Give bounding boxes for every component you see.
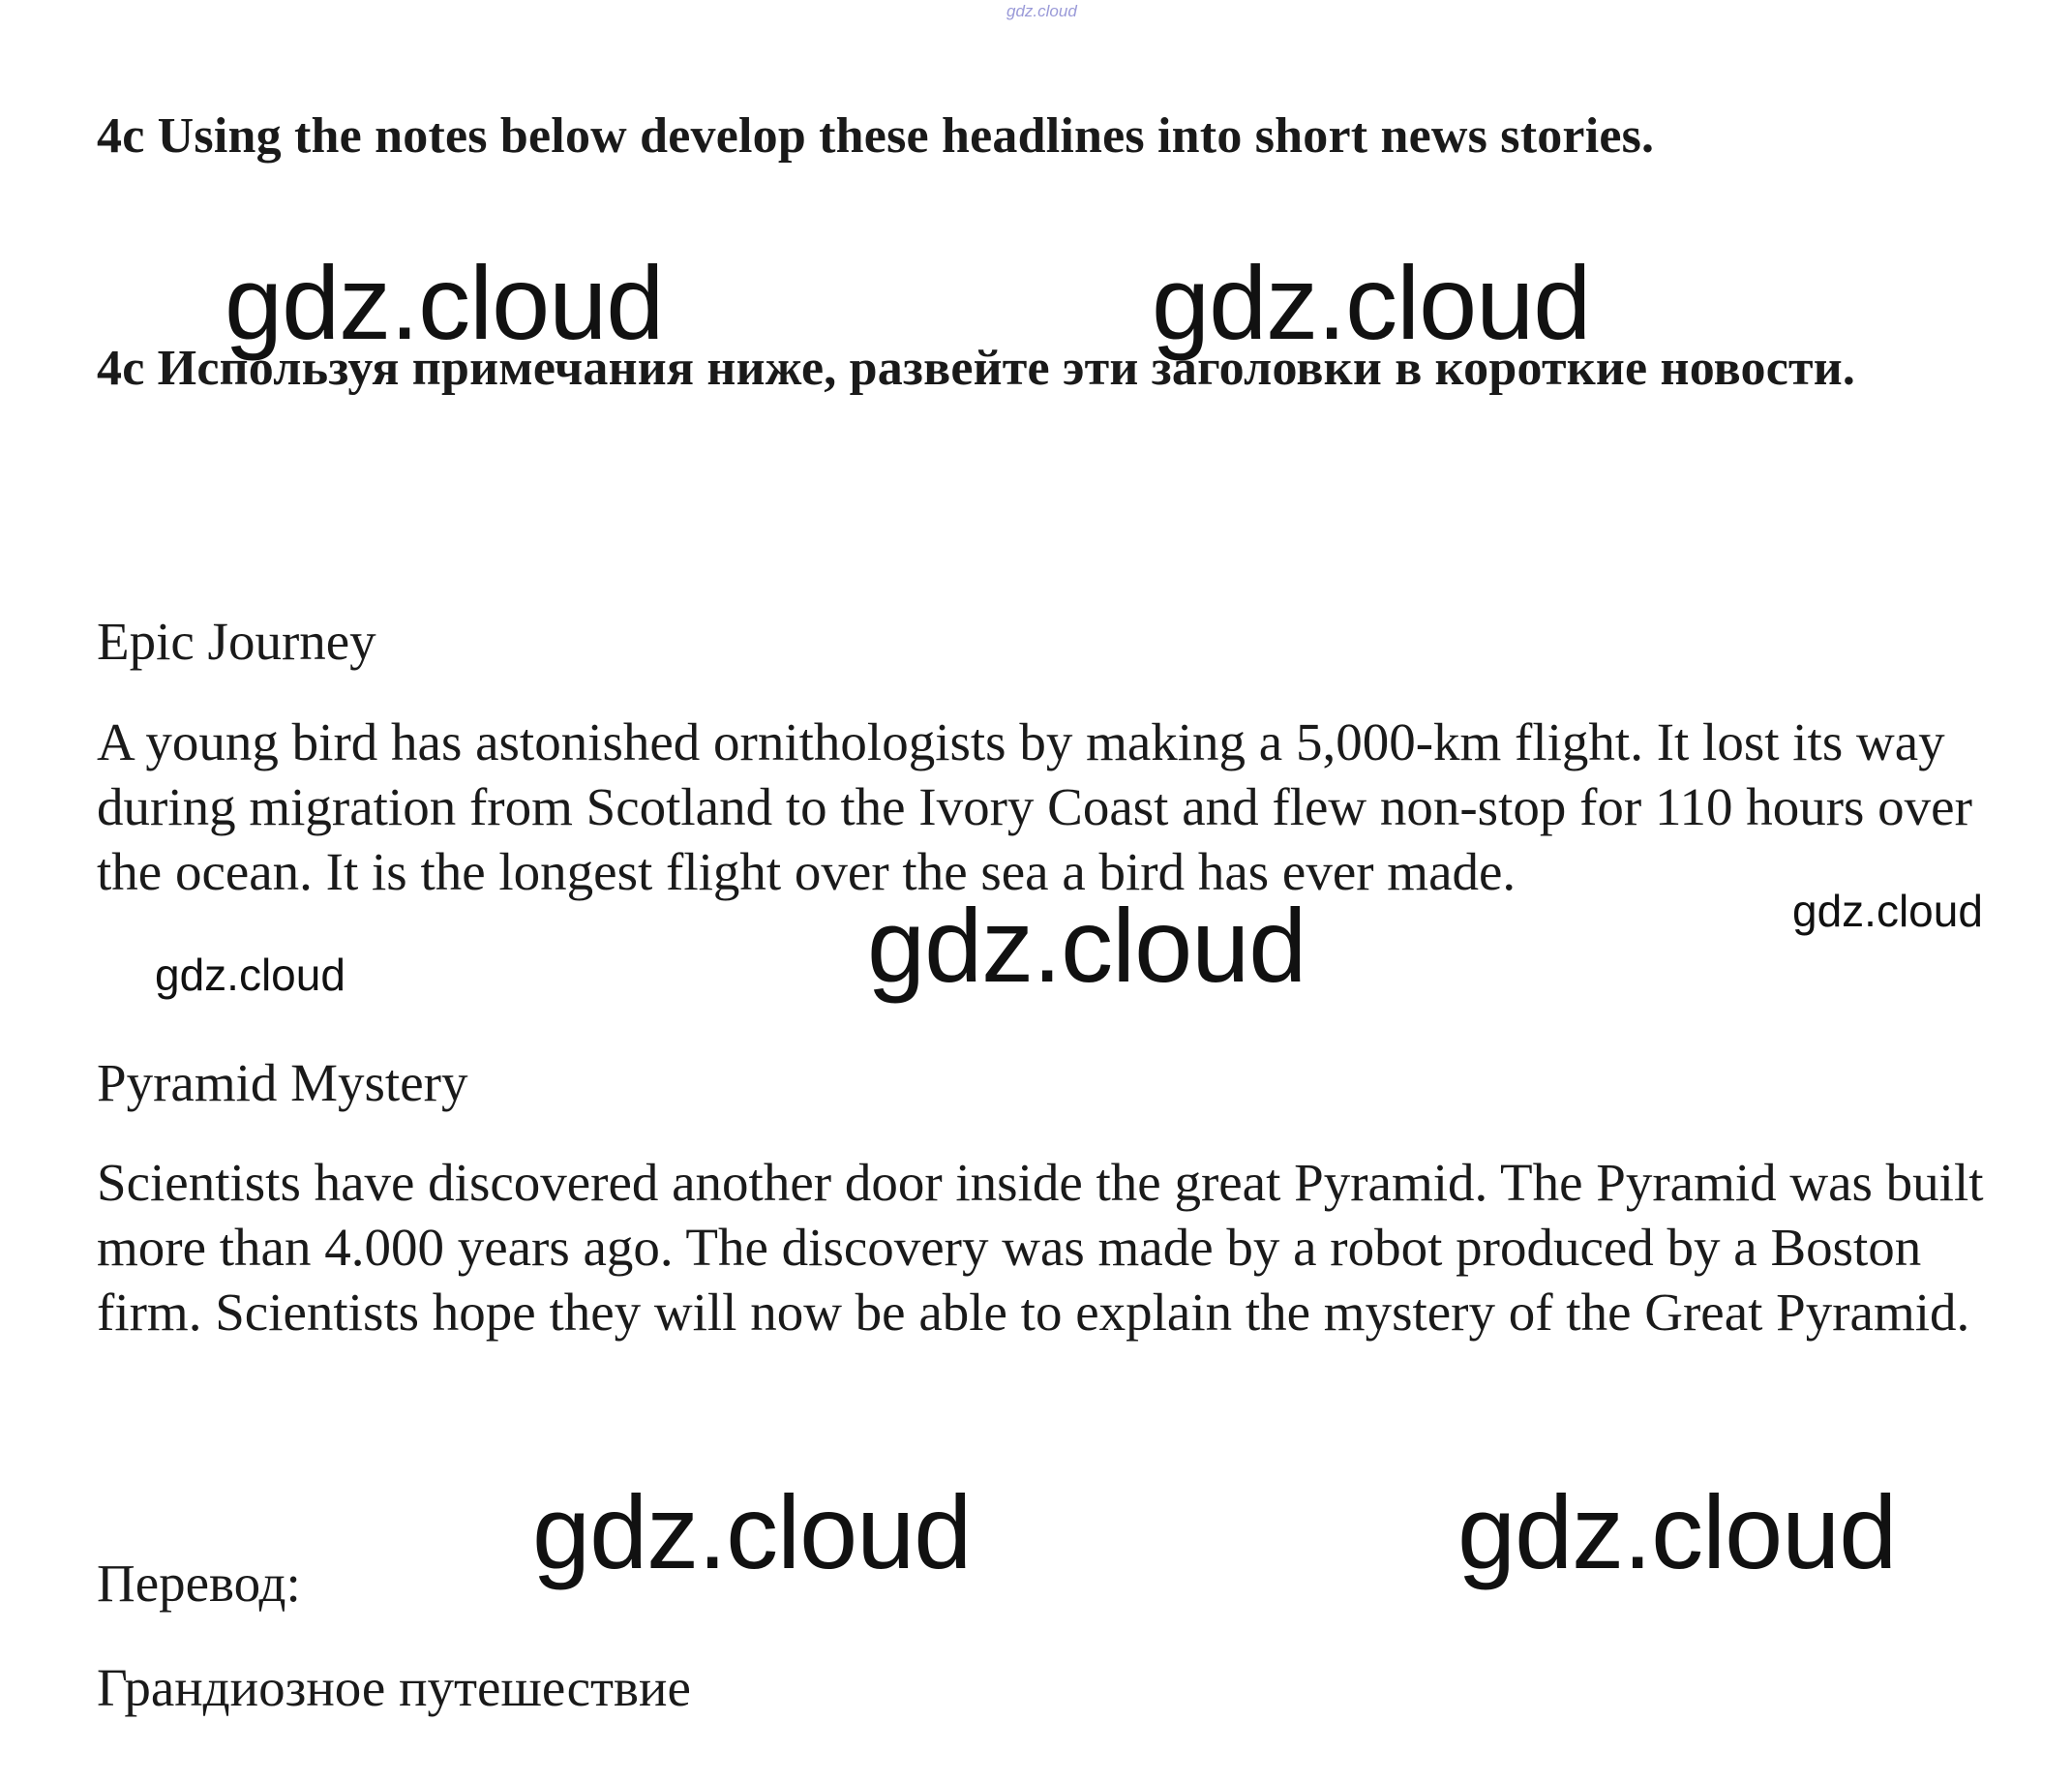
translation-label: Перевод:	[97, 1554, 301, 1613]
task-instruction-en: 4c Using the notes below develop these headlines into short news stories.	[97, 108, 1655, 164]
translation-first-headline: Грандиозное путешествие	[97, 1658, 691, 1717]
top-watermark: gdz.cloud	[1006, 2, 1077, 20]
watermark: gdz.cloud	[1457, 1473, 1897, 1590]
task-instruction-ru: 4c Используя примечания ниже, развейте эти заголовки в короткие новости.	[97, 341, 1856, 396]
watermark: gdz.cloud	[1792, 886, 1983, 936]
watermark: gdz.cloud	[1152, 244, 1591, 361]
story-text-epic-journey: A young bird has astonished ornithologists by making a 5,000-km flight. It lost its way during migration from Scotland to the Ivory Coast and flew non-stop for 110 hours over the ocean. It is the longest flight over the sea a bird has ever made.	[97, 712, 1972, 901]
story-text-pyramid-mystery: Scientists have discovered another door inside the great Pyramid. The Pyramid was built more than 4.000 years ago. The discovery was made by a robot produced by a Boston firm. Scientists hope they will now be able to explain the mystery of the Great Pyramid.	[97, 1153, 1984, 1342]
story-headline-pyramid-mystery: Pyramid Mystery	[97, 1053, 468, 1112]
story-headline-epic-journey: Epic Journey	[97, 612, 376, 671]
watermark: gdz.cloud	[867, 887, 1306, 1004]
watermark: gdz.cloud	[225, 244, 664, 361]
watermark: gdz.cloud	[155, 950, 345, 1000]
watermark: gdz.cloud	[532, 1473, 972, 1590]
